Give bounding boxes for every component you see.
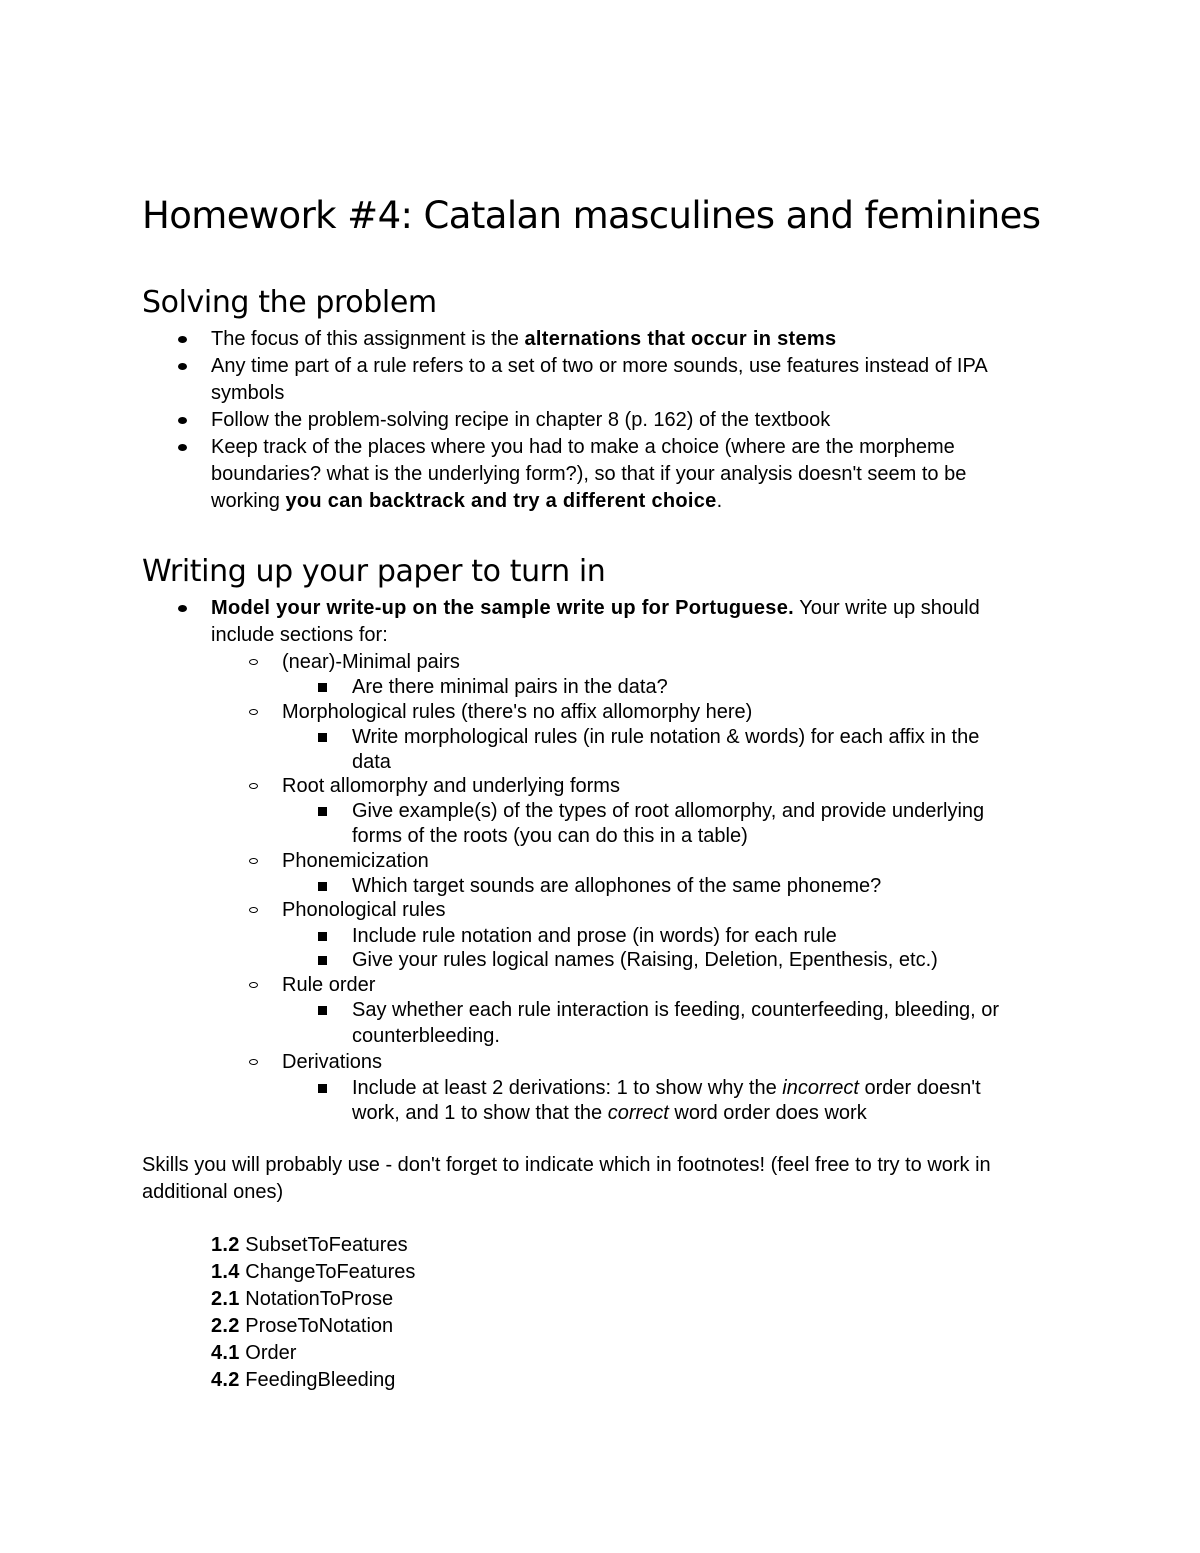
bullet-text-continued: boundaries? what is the underlying form?), so that if your analysis doesn't seem to be (211, 463, 967, 485)
bullet-circle-icon (249, 783, 258, 789)
bullet-square-icon (318, 882, 327, 891)
sub-list-item: Include rule notation and prose (in words) for each rule (352, 925, 837, 947)
skills-note: Skills you will probably use - don't forget to indicate which in footnotes! (feel free to try to work in (142, 1154, 991, 1176)
bullet-text: Follow the problem-solving recipe in chapter 8 (p. 162) of the textbook (211, 409, 831, 431)
bullet-disc-icon (178, 417, 187, 424)
section-heading-solving: Solving the problem (142, 285, 437, 320)
bullet-text-continued: include sections for: (211, 624, 388, 646)
list-item: (near)-Minimal pairs (282, 651, 460, 673)
skill-item: 2.1 NotationToProse (211, 1288, 394, 1310)
bullet-square-icon (318, 956, 327, 965)
bullet-disc-icon (178, 444, 187, 451)
sub-list-item: Give example(s) of the types of root allomorphy, and provide underlying (352, 800, 985, 822)
skill-item: 4.2 FeedingBleeding (211, 1369, 396, 1391)
list-item: Phonological rules (282, 899, 446, 921)
bullet-text: The focus of this assignment is the alternations that occur in stems (211, 328, 837, 350)
bullet-square-icon (318, 683, 327, 692)
skill-item: 1.2 SubsetToFeatures (211, 1234, 408, 1256)
bullet-square-icon (318, 1006, 327, 1015)
bullet-circle-icon (249, 907, 258, 913)
bullet-square-icon (318, 932, 327, 941)
bullet-text: Keep track of the places where you had to make a choice (where are the morpheme (211, 436, 955, 458)
sub-list-item-continued: counterbleeding. (352, 1025, 500, 1047)
bullet-text: Any time part of a rule refers to a set of two or more sounds, use features instead of IPA (211, 355, 988, 377)
skill-item: 4.1 Order (211, 1342, 297, 1364)
skill-item: 1.4 ChangeToFeatures (211, 1261, 416, 1283)
sub-list-item-continued: work, and 1 to show that the correct word order does work (352, 1102, 867, 1124)
list-item: Rule order (282, 974, 376, 996)
list-item: Root allomorphy and underlying forms (282, 775, 620, 797)
list-item: Derivations (282, 1051, 383, 1073)
section-heading-writing: Writing up your paper to turn in (142, 554, 606, 589)
bullet-text: Model your write-up on the sample write up for Portuguese. Your write up should (211, 597, 980, 619)
bullet-disc-icon (178, 605, 187, 612)
list-item: Morphological rules (there's no affix allomorphy here) (282, 701, 753, 723)
sub-list-item: Write morphological rules (in rule notation & words) for each affix in the (352, 726, 980, 748)
bullet-circle-icon (249, 982, 258, 988)
sub-list-item: Are there minimal pairs in the data? (352, 676, 668, 698)
bullet-square-icon (318, 733, 327, 742)
bullet-disc-icon (178, 336, 187, 343)
bullet-circle-icon (249, 709, 258, 715)
sub-list-item: Which target sounds are allophones of the same phoneme? (352, 875, 882, 897)
sub-list-item: Say whether each rule interaction is feeding, counterfeeding, bleeding, or (352, 999, 1000, 1021)
page-title: Homework #4: Catalan masculines and feminines (142, 194, 1041, 237)
skills-note-continued: additional ones) (142, 1181, 284, 1203)
bullet-square-icon (318, 807, 327, 816)
sub-list-item-continued: forms of the roots (you can do this in a table) (352, 825, 748, 847)
bullet-disc-icon (178, 363, 187, 370)
bullet-text-continued: symbols (211, 382, 285, 404)
bullet-square-icon (318, 1084, 327, 1093)
bullet-text-continued: working you can backtrack and try a different choice. (211, 490, 723, 512)
bullet-circle-icon (249, 858, 258, 864)
sub-list-item: Give your rules logical names (Raising, Deletion, Epenthesis, etc.) (352, 949, 938, 971)
skill-item: 2.2 ProseToNotation (211, 1315, 394, 1337)
sub-list-item-continued: data (352, 751, 391, 773)
sub-list-item: Include at least 2 derivations: 1 to show why the incorrect order doesn't (352, 1077, 981, 1099)
bullet-circle-icon (249, 1059, 258, 1065)
bullet-circle-icon (249, 659, 258, 665)
list-item: Phonemicization (282, 850, 429, 872)
